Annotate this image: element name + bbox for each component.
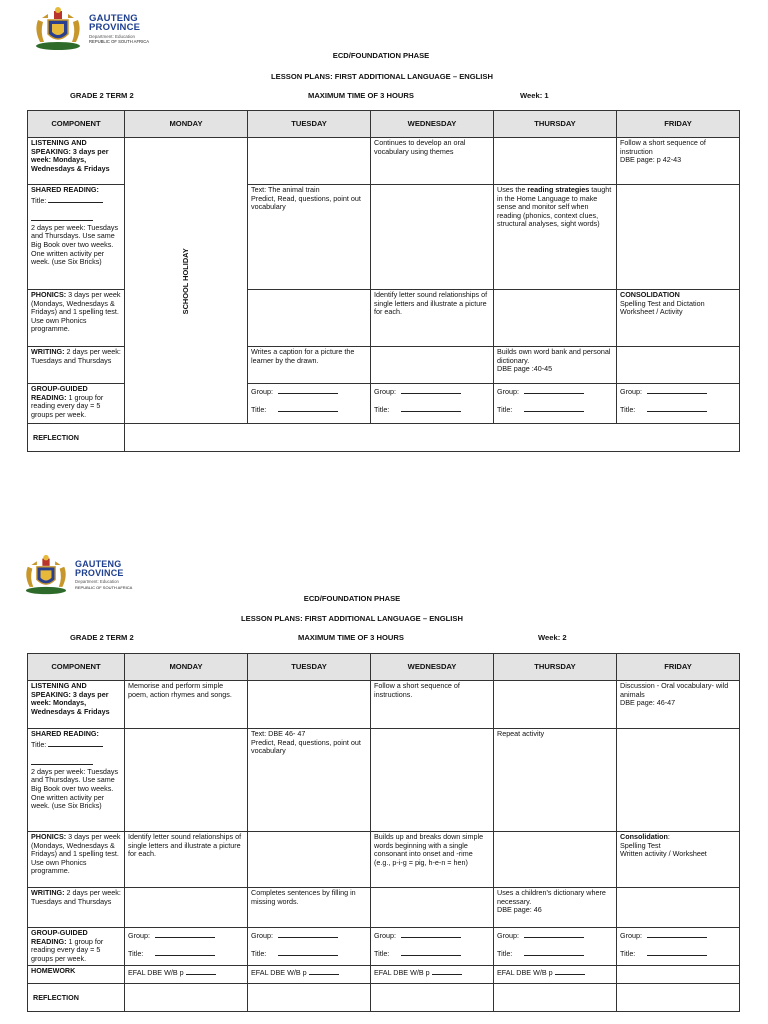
phonics-thursday [494, 290, 617, 347]
listening-component: LISTENING AND SPEAKING: 3 days per week: Mondays, Wednesdays & Fridays [28, 681, 125, 729]
max-time: MAXIMUM TIME OF 3 HOURS [308, 91, 414, 100]
writing-thursday: Builds own word bank and personal dictionary. DBE page :40-45 [494, 347, 617, 384]
gauteng-logo [20, 554, 167, 596]
title-blank[interactable] [524, 404, 584, 412]
group-blank[interactable] [278, 930, 338, 938]
shared-reading-detail: Predict, Read, questions, point out vocabulary [251, 193, 361, 212]
page-blank[interactable] [309, 967, 339, 975]
header-component: COMPONENT [28, 111, 125, 138]
group-friday: Group: Title: [617, 928, 740, 966]
listening-row [28, 681, 740, 729]
province-name: GAUTENG PROVINCE [75, 559, 124, 579]
shared-reading-text: Text: The animal train [251, 185, 320, 194]
listening-tuesday [248, 138, 371, 185]
reflection-label: REFLECTION [28, 424, 125, 452]
group-friday: Group: Title: [617, 384, 740, 424]
gauteng-logo [30, 6, 181, 52]
listening-friday [617, 138, 740, 185]
homework-row [28, 966, 740, 984]
reflection-friday[interactable] [617, 984, 740, 1012]
homework-wednesday: EFAL DBE W/B p [371, 966, 494, 984]
phase-title: ECD/FOUNDATION PHASE [303, 594, 401, 603]
header-monday: MONDAY [125, 654, 248, 681]
homework-tuesday: EFAL DBE W/B p [248, 966, 371, 984]
title-blank[interactable] [647, 948, 707, 956]
writing-tuesday: Writes a caption for a picture the learner by the drawn. [248, 347, 371, 384]
listening-monday: Memorise and perform simple poem, action rhymes and songs. [125, 681, 248, 729]
group-blank[interactable] [524, 930, 584, 938]
group-guided-row [28, 928, 740, 966]
page-blank[interactable] [186, 967, 216, 975]
header-wednesday: WEDNESDAY [371, 111, 494, 138]
lesson-plans-title: LESSON PLANS: FIRST ADDITIONAL LANGUAGE – ENGLISH [241, 614, 463, 623]
writing-component: WRITING: 2 days per week: Tuesdays and Thursdays [28, 888, 125, 928]
header-friday: FRIDAY [617, 654, 740, 681]
coat-of-arms-icon [20, 554, 72, 596]
writing-tuesday: Completes sentences by filling in missing words. [248, 888, 371, 928]
department-name: Department: Education [89, 33, 136, 39]
school-holiday-cell [125, 138, 248, 424]
listening-tuesday [248, 681, 371, 729]
phonics-row [28, 832, 740, 888]
shared-reading-thursday: Repeat activity [494, 729, 617, 832]
group-tuesday: Group: Title: [248, 928, 371, 966]
header-row [28, 111, 740, 138]
page-blank[interactable] [555, 967, 585, 975]
homework-friday [617, 966, 740, 984]
header-component: COMPONENT [28, 654, 125, 681]
writing-component: WRITING: 2 days per week: Tuesdays and Thursdays [28, 347, 125, 384]
shared-reading-title-line: Title: [31, 195, 121, 206]
listening-thursday [494, 138, 617, 185]
header-monday: MONDAY [125, 111, 248, 138]
group-thursday: Group: Title: [494, 384, 617, 424]
writing-friday [617, 888, 740, 928]
title-blank[interactable] [647, 404, 707, 412]
title-blank[interactable] [48, 739, 103, 747]
listening-friday: Discussion - Oral vocabulary- wild animals DBE page: 46-47 [617, 681, 740, 729]
grade-term: GRADE 2 TERM 2 [70, 91, 134, 100]
title-blank[interactable] [278, 948, 338, 956]
group-tuesday: Group: Title: [248, 384, 371, 424]
phonics-friday: Consolidation: Spelling Test Written activity / Worksheet [617, 832, 740, 888]
page-blank[interactable] [432, 967, 462, 975]
listening-thursday [494, 681, 617, 729]
group-blank[interactable] [278, 386, 338, 394]
reflection-thursday[interactable] [494, 984, 617, 1012]
group-blank[interactable] [401, 930, 461, 938]
writing-row [28, 888, 740, 928]
listening-row [28, 138, 740, 185]
reflection-tuesday[interactable] [248, 984, 371, 1012]
listening-wednesday: Continues to develop an oral vocabulary using themes [371, 138, 494, 185]
week-number: Week: 1 [520, 91, 549, 100]
title-blank[interactable] [401, 404, 461, 412]
lesson-plans-title: LESSON PLANS: FIRST ADDITIONAL LANGUAGE – ENGLISH [271, 72, 493, 81]
homework-monday: EFAL DBE W/B p [125, 966, 248, 984]
shared-reading-friday [617, 729, 740, 832]
phonics-tuesday [248, 290, 371, 347]
province-name: GAUTENG PROVINCE [89, 12, 141, 34]
group-blank[interactable] [647, 386, 707, 394]
header-thursday: THURSDAY [494, 654, 617, 681]
title-blank[interactable] [278, 404, 338, 412]
writing-wednesday [371, 888, 494, 928]
shared-reading-thursday: Uses the reading strategies taught in the Home Language to make sense and monitor self when reading (phonics, context clues, structural analyses, sight words) [494, 185, 617, 290]
group-wednesday: Group: Title: [371, 928, 494, 966]
writing-wednesday [371, 347, 494, 384]
homework-label: HOMEWORK [28, 966, 125, 984]
homework-thursday: EFAL DBE W/B p [494, 966, 617, 984]
phonics-component: PHONICS: 3 days per week (Mondays, Wednesdays & Fridays) and 1 spelling test. Use own Phonics programme. [28, 832, 125, 888]
country-name: REPUBLIC OF SOUTH AFRICA [75, 584, 133, 590]
school-holiday-label: SCHOOL HOLIDAY [180, 247, 190, 315]
reflection-monday[interactable] [125, 984, 248, 1012]
shared-reading-wednesday [371, 729, 494, 832]
group-guided-component: GROUP-GUIDED READING: 1 group for reading every day = 5 groups per week. [28, 928, 125, 966]
phonics-monday: Identify letter sound relationships of single letters and illustrate a picture for each. [125, 832, 248, 888]
group-blank[interactable] [401, 386, 461, 394]
group-blank[interactable] [155, 930, 215, 938]
group-blank[interactable] [647, 930, 707, 938]
group-wednesday: Group: Title: [371, 384, 494, 424]
grade-term: GRADE 2 TERM 2 [70, 633, 134, 642]
shared-reading-component: SHARED READING: Title: 2 days per week: Tuesdays and Thursdays. Use same Big Book over two weeks. One written activity per week. (use Six Bricks) [28, 729, 125, 832]
writing-monday [125, 888, 248, 928]
listening-component: LISTENING AND SPEAKING: 3 days per week: Mondays, Wednesdays & Fridays [28, 138, 125, 185]
title-blank[interactable] [155, 948, 215, 956]
group-blank[interactable] [524, 386, 584, 394]
phonics-friday: CONSOLIDATION Spelling Test and Dictation Worksheet / Activity [617, 290, 740, 347]
reflection-label: REFLECTION [28, 984, 125, 1012]
shared-reading-friday [617, 185, 740, 290]
writing-friday [617, 347, 740, 384]
phonics-tuesday [248, 832, 371, 888]
lesson-plan-table-week-2 [27, 653, 740, 1012]
phonics-wednesday: Identify letter sound relationships of single letters and illustrate a picture for each. [371, 290, 494, 347]
shared-reading-title: SHARED READING: [31, 185, 99, 194]
week-number: Week: 2 [538, 633, 567, 642]
title-blank[interactable] [48, 195, 103, 203]
header-tuesday: TUESDAY [248, 111, 371, 138]
header-row [28, 654, 740, 681]
shared-reading-wednesday [371, 185, 494, 290]
shared-reading-component [28, 185, 125, 290]
country-name: REPUBLIC OF SOUTH AFRICA [89, 39, 150, 45]
listening-friday-text: Follow a short sequence of instruction [620, 138, 706, 156]
title-blank[interactable] [401, 948, 461, 956]
lesson-plan-table-week-1 [27, 110, 740, 452]
phase-title: ECD/FOUNDATION PHASE [332, 51, 430, 60]
department-name: Department: Education [75, 579, 119, 585]
shared-reading-row [28, 729, 740, 832]
max-time: MAXIMUM TIME OF 3 HOURS [298, 633, 404, 642]
shared-reading-tuesday: Text: DBE 46- 47 Predict, Read, questions, point out vocabulary [248, 729, 371, 832]
title-blank[interactable] [524, 948, 584, 956]
coat-of-arms-icon [30, 6, 86, 52]
reflection-row [28, 424, 740, 452]
header-friday: FRIDAY [617, 111, 740, 138]
shared-reading-details: 2 days per week: Tuesdays and Thursdays. Use same Big Book over two weeks. One written activity per week. (use Six Bricks) [31, 222, 119, 267]
reflection-row [28, 984, 740, 1012]
reflection-cell[interactable] [125, 424, 740, 452]
shared-reading-tuesday [248, 185, 371, 290]
phonics-wednesday: Builds up and breaks down simple words beginning with a single consonant into onset and -rime (e.g., p-i-g = pig, h-e-n = hen) [371, 832, 494, 888]
listening-friday-page: DBE page: p 42-43 [620, 155, 682, 165]
header-wednesday: WEDNESDAY [371, 654, 494, 681]
phonics-thursday [494, 832, 617, 888]
writing-thursday: Uses a children's dictionary where necessary. DBE page: 46 [494, 888, 617, 928]
header-tuesday: TUESDAY [248, 654, 371, 681]
listening-wednesday: Follow a short sequence of instructions. [371, 681, 494, 729]
group-guided-component: GROUP-GUIDED READING: 1 group for reading every day = 5 groups per week. [28, 384, 125, 424]
shared-reading-monday [125, 729, 248, 832]
group-monday: Group: Title: [125, 928, 248, 966]
reflection-wednesday[interactable] [371, 984, 494, 1012]
header-thursday: THURSDAY [494, 111, 617, 138]
group-thursday: Group: Title: [494, 928, 617, 966]
phonics-component: PHONICS: 3 days per week (Mondays, Wednesdays & Fridays) and 1 spelling test. Use own Phonics programme. [28, 290, 125, 347]
